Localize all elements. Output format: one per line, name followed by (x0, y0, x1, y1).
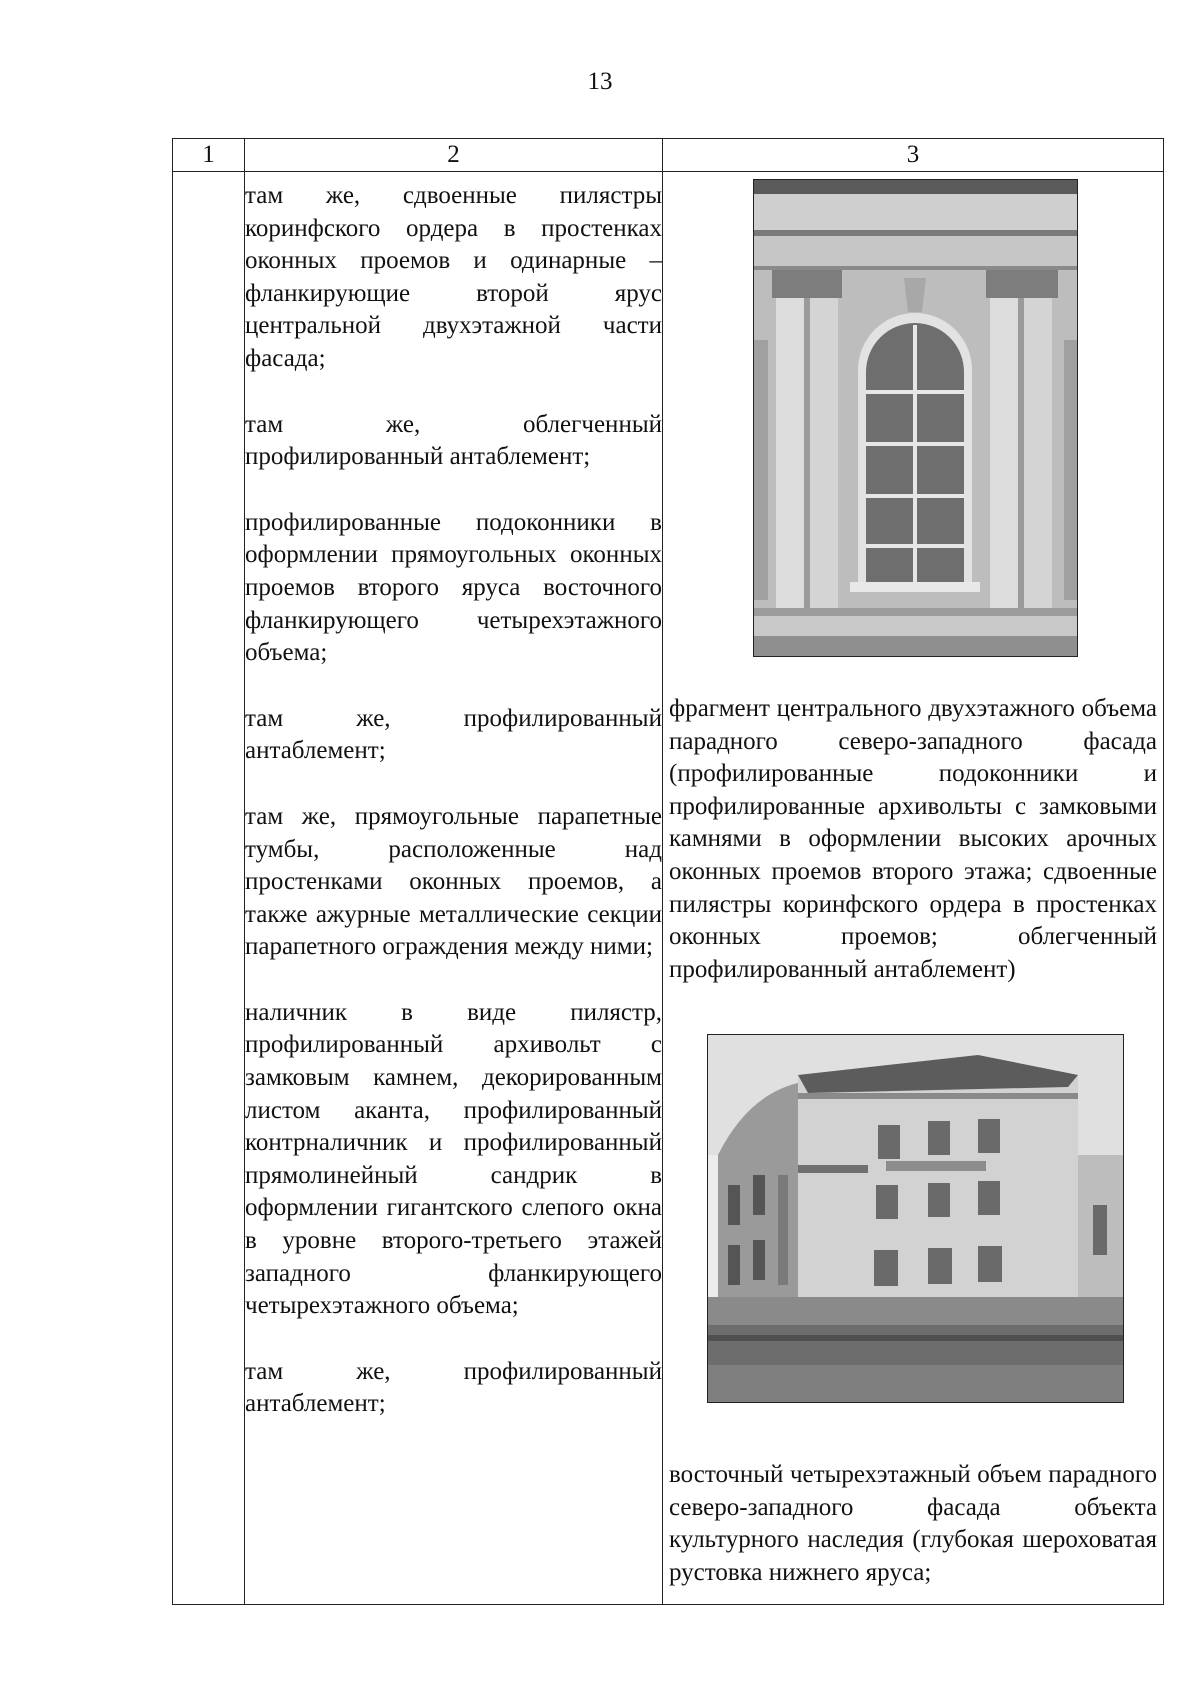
description-paragraph: там же, сдвоенные пилястры коринфского ордера в простенках оконных проемов и одинарные – фланкирующие второй ярус центральной двухэтажной части фасада; (245, 182, 662, 372)
building-corner-photo (707, 1034, 1124, 1403)
description-paragraph: там же, профилированный антаблемент; (245, 704, 662, 765)
description-paragraph: наличник в виде пилястр, профилированный архивольт с замковым камнем, декорированным листом аканта, профилированный контрналичник и профилированный прямолинейный сандрик в оформлении гигантского слепого окна в уровне второго-третьего этажей западного фланкирующего четырехэтажного объема; (245, 998, 662, 1320)
photo-caption-2: восточный четырехэтажный объем парадного северо-западного фасада объекта культурного наследия (глубокая шероховатая рустовка нижнего яруса; (669, 1461, 1157, 1586)
header-col-1: 1 (173, 139, 245, 172)
cell-col-3 (663, 172, 1164, 1605)
table-row (173, 172, 1164, 1605)
building-corner-photo-drawing (708, 1035, 1123, 1402)
description-paragraph: там же, облегченный профилированный антаблемент; (245, 410, 662, 471)
description-paragraph: там же, прямоугольные парапетные тумбы, расположенные над простенками оконных проемов, а также ажурные металлические секции парапетного ограждения между ними; (245, 802, 662, 961)
table-header-row (173, 139, 1164, 172)
description-paragraph: там же, профилированный антаблемент; (245, 1357, 662, 1418)
page-number: 13 (587, 68, 613, 95)
photo-caption-1: фрагмент центрального двухэтажного объема парадного северо-западного фасада (профилированные подоконники и профилированные архивольты с замковыми камнями в оформлении высоких арочных оконных проемов второго этажа; сдвоенные пилястры коринфского ордера в простенках оконных проемов; облегченный профилированный антаблемент) (669, 695, 1157, 983)
header-col-3: 3 (663, 139, 1164, 172)
header-col-2: 2 (245, 139, 663, 172)
arched-window-photo-drawing (754, 180, 1077, 656)
cell-col-2 (245, 172, 663, 1605)
monument-elements-table (172, 138, 1164, 1605)
cell-col-1 (173, 172, 245, 1605)
description-paragraph: профилированные подоконники в оформлении прямоугольных оконных проемов второго яруса восточного фланкирующего четырехэтажного объема; (245, 508, 662, 667)
arched-window-facade-photo (753, 179, 1078, 657)
